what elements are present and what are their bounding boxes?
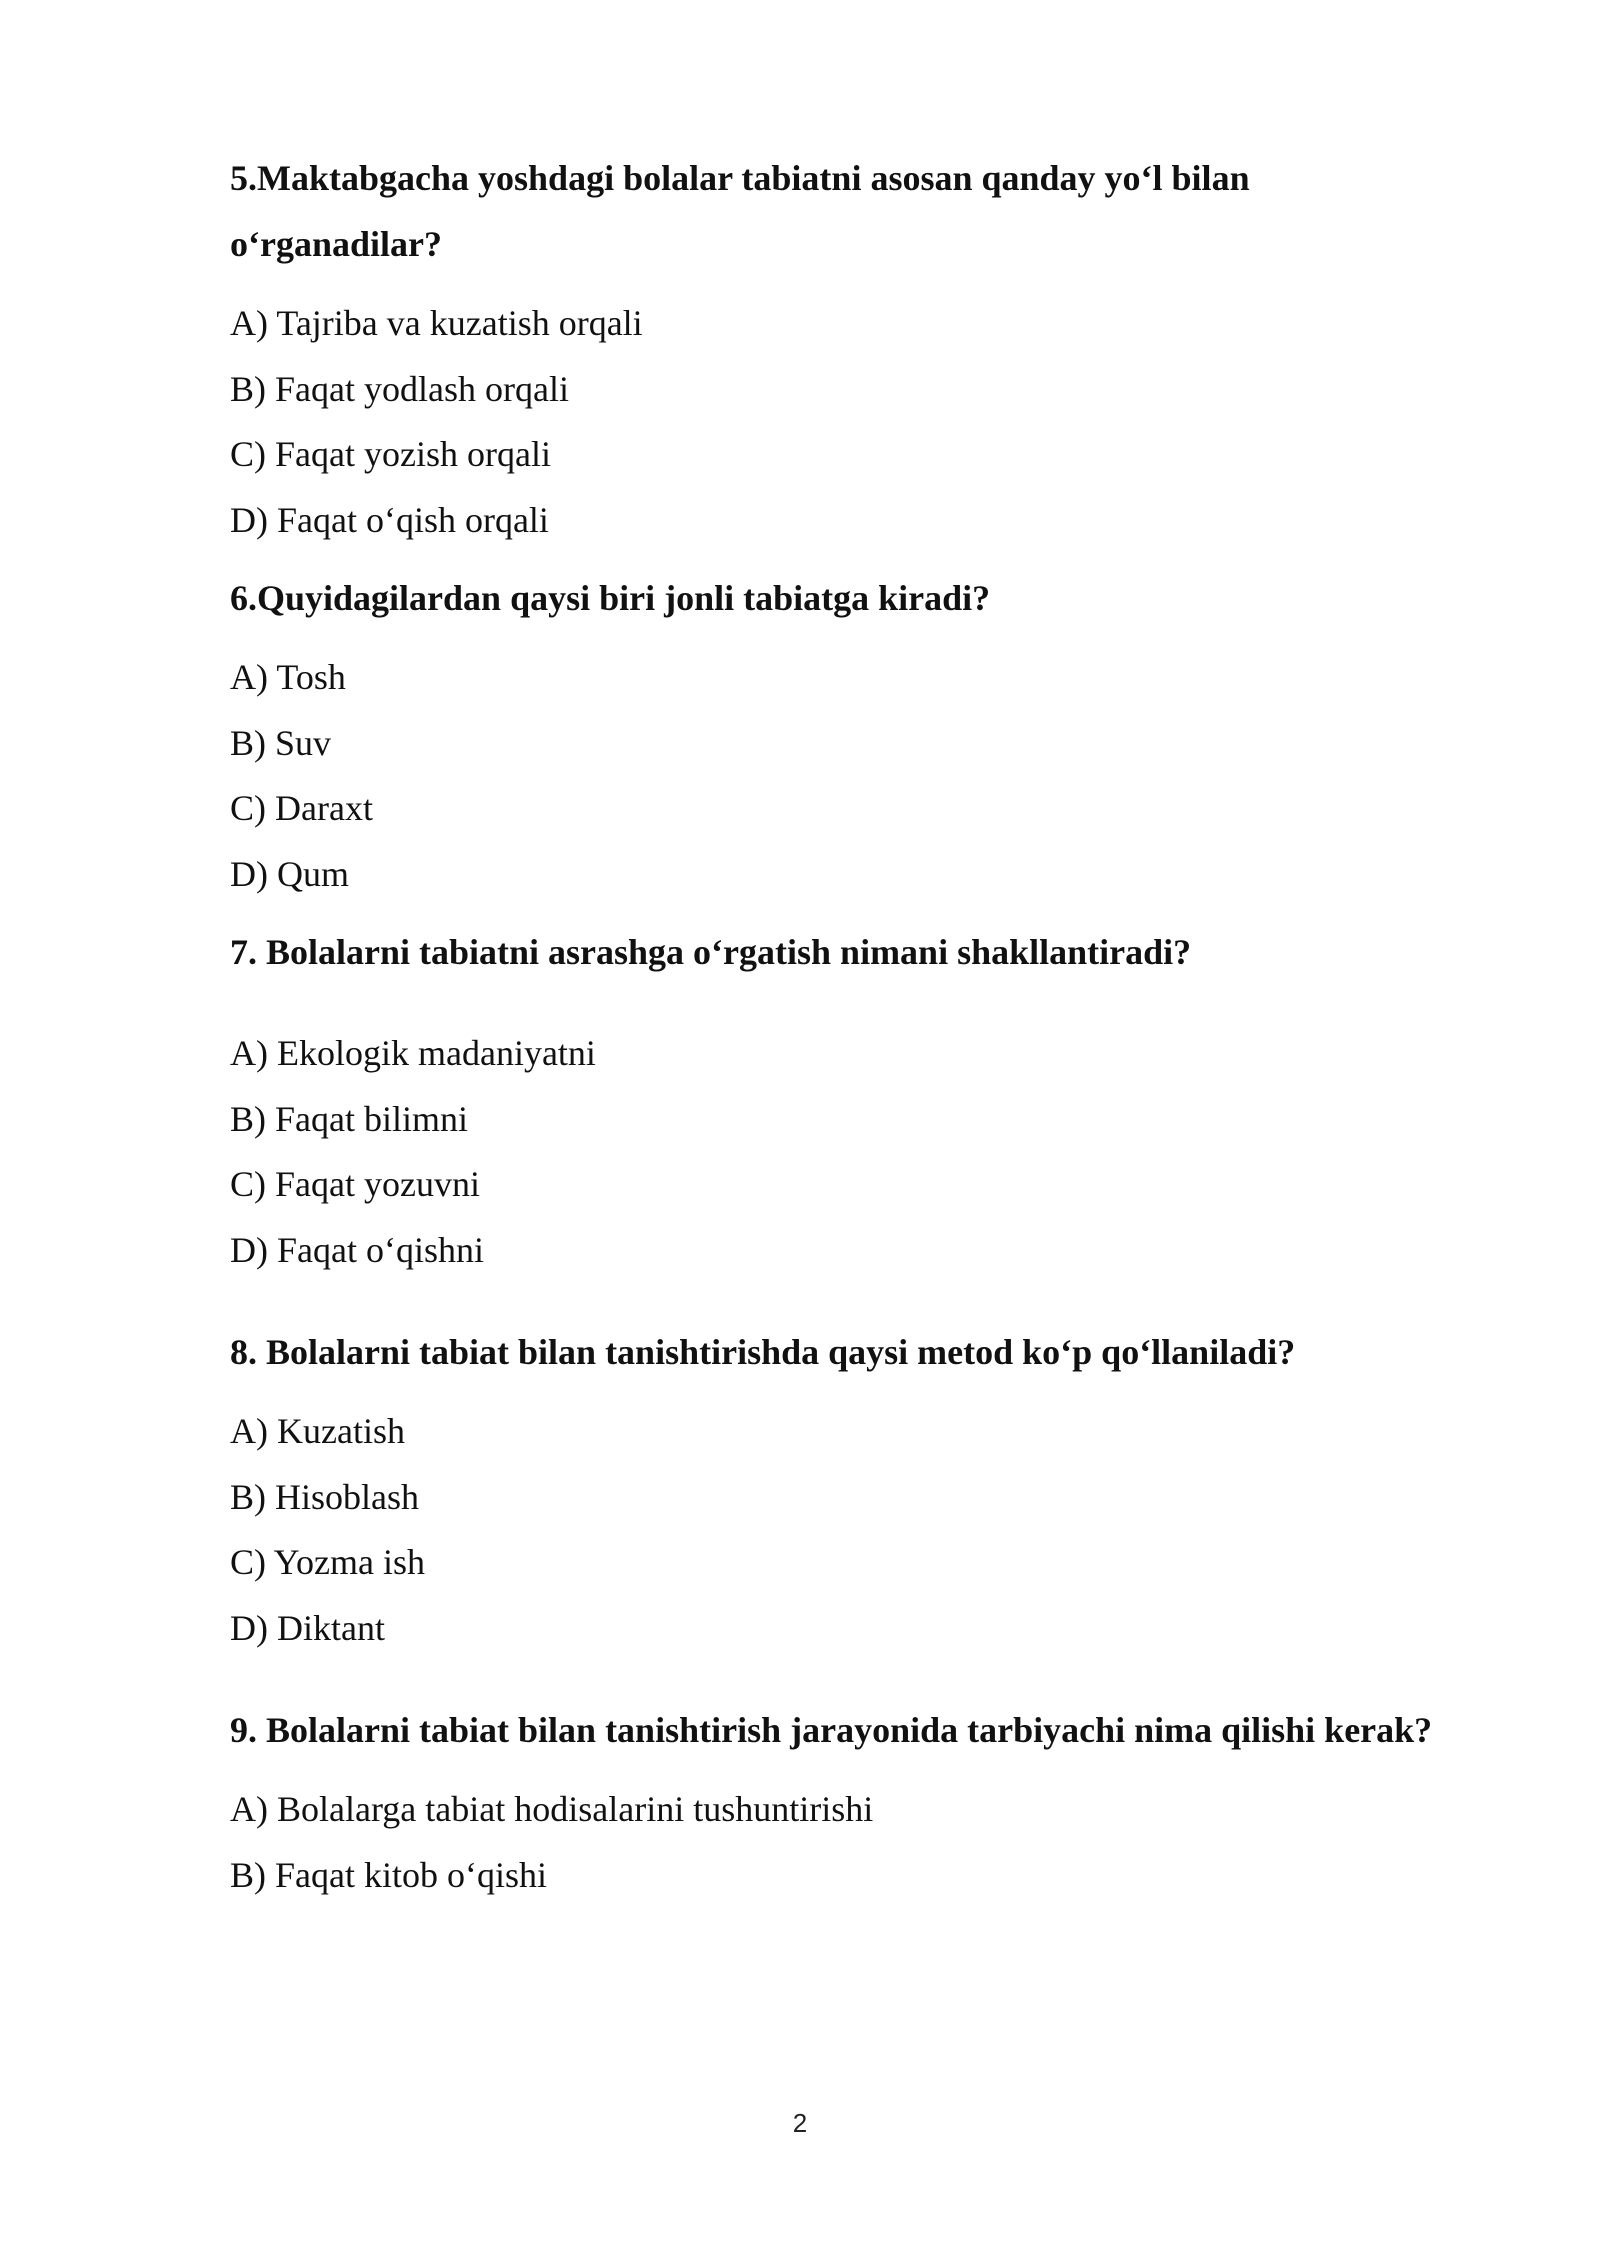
question-9 — [230, 1697, 1540, 1908]
option-d: D) Faqat o‘qish orqali — [230, 499, 549, 540]
option-list — [230, 645, 1540, 907]
option-a: A) Kuzatish — [230, 1411, 405, 1451]
option-b: B) Suv — [230, 722, 332, 763]
question-title: 7. Bolalarni tabiatni asrashga o‘rgatish nimani shakllantiradi? — [230, 932, 1192, 972]
option-b: B) Faqat yodlash orqali — [230, 368, 569, 409]
option-c: C) Faqat yozish orqali — [230, 434, 551, 474]
option-list — [230, 1777, 1540, 1908]
question-title: 5.Maktabgacha yoshdagi bolalar tabiatni asosan qanday yo‘l bilan o‘rganadilar? — [230, 158, 1250, 264]
question-6 — [230, 565, 1540, 907]
page-number: 2 — [792, 2108, 808, 2138]
option-a: A) Tosh — [230, 657, 346, 697]
question-title: 6.Quyidagilardan qaysi biri jonli tabiatga kiradi? — [230, 578, 991, 618]
option-a: A) Tajriba va kuzatish orqali — [230, 303, 643, 343]
option-list — [230, 1021, 1540, 1283]
option-list — [230, 1399, 1540, 1661]
option-c: C) Yozma ish — [230, 1542, 426, 1582]
question-7 — [230, 919, 1540, 1283]
option-b: B) Faqat kitob o‘qishi — [230, 1854, 547, 1895]
option-b: B) Hisoblash — [230, 1476, 419, 1517]
question-title: 9. Bolalarni tabiat bilan tanishtirish jarayonida tarbiyachi nima qilishi kerak? — [230, 1710, 1433, 1750]
option-c: C) Daraxt — [230, 788, 373, 828]
option-b: B) Faqat bilimni — [230, 1098, 468, 1139]
option-c: C) Faqat yozuvni — [230, 1164, 480, 1204]
option-d: D) Qum — [230, 853, 349, 894]
question-5 — [230, 145, 1540, 553]
option-d: D) Faqat o‘qishni — [230, 1229, 484, 1270]
option-a: A) Bolalarga tabiat hodisalarini tushuntirishi — [230, 1789, 874, 1829]
question-title: 8. Bolalarni tabiat bilan tanishtirishda qaysi metod ko‘p qo‘llaniladi? — [230, 1332, 1296, 1372]
option-a: A) Ekologik madaniyatni — [230, 1033, 596, 1073]
question-8 — [230, 1319, 1540, 1661]
question-list — [230, 145, 1540, 1908]
option-list — [230, 291, 1540, 553]
option-d: D) Diktant — [230, 1607, 385, 1648]
